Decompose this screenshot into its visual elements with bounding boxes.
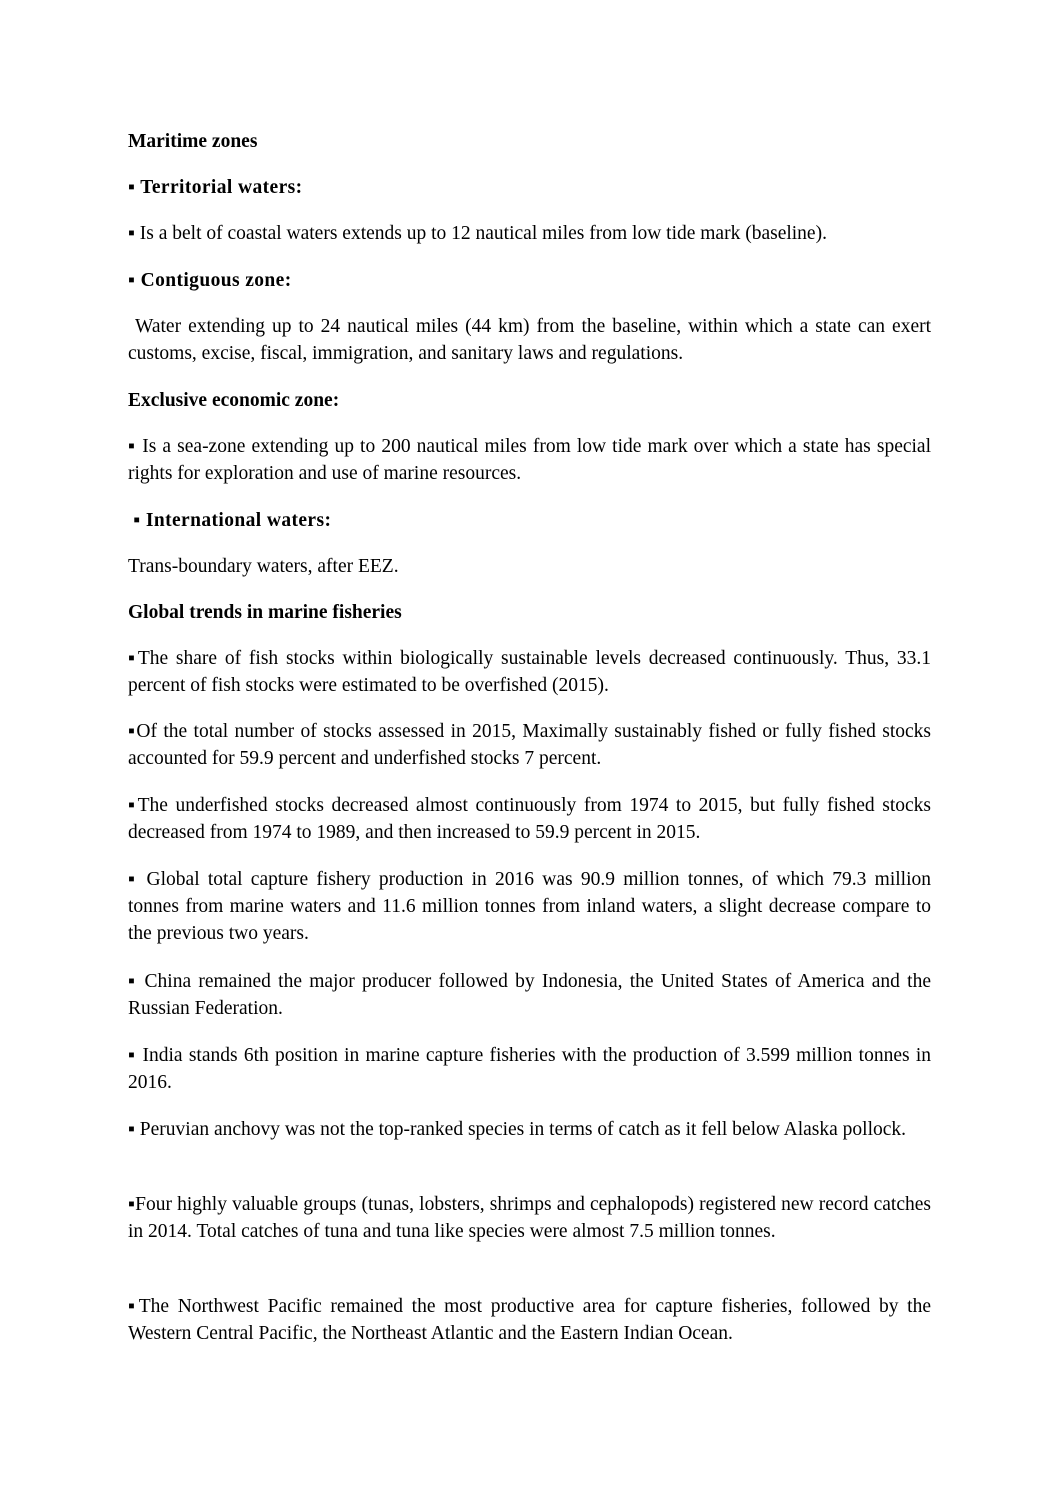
subheading-contiguous-zone: ▪ Contiguous zone:: [128, 270, 292, 291]
paragraph-fish-stocks-share: ▪The share of fish stocks within biologically sustainable levels decreased continuously. Thus, 33.1 percent of fish stocks were estimated to be overfished (2015).: [128, 648, 931, 696]
heading-maritime-zones: Maritime zones: [128, 131, 258, 152]
paragraph-valuable-groups: ▪Four highly valuable groups (tunas, lobsters, shrimps and cephalopods) registered new record catches in 2014. Total catches of tuna and tuna like species were almost 7.5 million tonnes.: [128, 1194, 931, 1242]
paragraph-peruvian-anchovy: ▪ Peruvian anchovy was not the top-ranked species in terms of catch as it fell below Alaska pollock.: [128, 1119, 907, 1140]
paragraph-productive-areas: ▪The Northwest Pacific remained the most productive area for capture fisheries, followed by the Western Central Pacific, the Northeast Atlantic and the Eastern Indian Ocean.: [128, 1296, 931, 1344]
paragraph-territorial-waters: ▪ Is a belt of coastal waters extends up to 12 nautical miles from low tide mark (baseline).: [128, 223, 827, 244]
paragraph-international-waters: Trans-boundary waters, after EEZ.: [128, 556, 399, 577]
paragraph-eez: ▪ Is a sea-zone extending up to 200 nautical miles from low tide mark over which a state has special rights for exploration and use of marine resources.: [128, 436, 931, 484]
paragraph-underfished-stocks: ▪The underfished stocks decreased almost continuously from 1974 to 2015, but fully fished stocks decreased from 1974 to 1989, and then increased to 59.9 percent in 2015.: [128, 795, 931, 843]
paragraph-major-producers: ▪ China remained the major producer followed by Indonesia, the United States of America and the Russian Federation.: [128, 971, 931, 1019]
subheading-territorial-waters: ▪ Territorial waters:: [128, 177, 303, 198]
heading-exclusive-economic-zone: Exclusive economic zone:: [128, 390, 340, 411]
paragraph-stocks-assessed: ▪Of the total number of stocks assessed in 2015, Maximally sustainably fished or fully fished stocks accounted for 59.9 percent and underfished stocks 7 percent.: [128, 721, 931, 769]
paragraph-global-production: ▪ Global total capture fishery production in 2016 was 90.9 million tonnes, of which 79.3 million tonnes from marine waters and 11.6 million tonnes from inland waters, a slight decrease compare to the previous two years.: [128, 869, 931, 944]
paragraph-contiguous-zone: Water extending up to 24 nautical miles (44 km) from the baseline, within which a state can exert customs, excise, fiscal, immigration, and sanitary laws and regulations.: [128, 316, 936, 364]
heading-global-trends: Global trends in marine fisheries: [128, 602, 402, 623]
subheading-international-waters: ▪ International waters:: [128, 510, 332, 531]
paragraph-india-position: ▪ India stands 6th position in marine capture fisheries with the production of 3.599 million tonnes in 2016.: [128, 1045, 931, 1093]
